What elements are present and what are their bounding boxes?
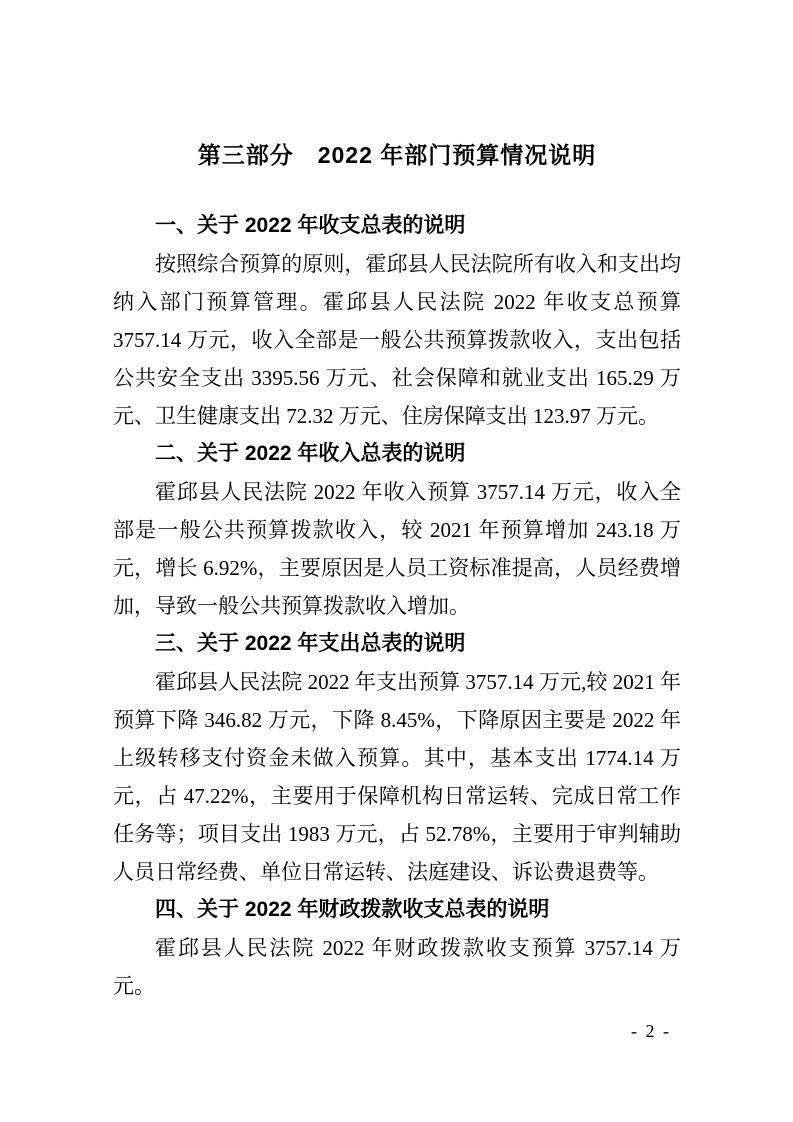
document-content bbox=[113, 136, 681, 1005]
section-expense-summary bbox=[113, 625, 681, 891]
section-income-expense-summary bbox=[113, 207, 681, 435]
section-3-paragraph: 霍邱县人民法院 2022 年支出预算 3757.14 万元,较 2021 年预算下降 346.82 万元，下降 8.45%，下降原因主要是 2022 年上级转移支付资金未做入预算。其中，基本支出 1774.14 万元，占 47.22%，主要用于保障机构日常运转、完成日常工作任务等；项目支出 1983 万元，占 52.78%，主要用于审判辅助人员日常经费、单位日常运转、法庭建设、诉讼费退费等。 bbox=[113, 670, 681, 884]
section-fiscal-appropriation-summary bbox=[113, 891, 681, 1005]
section-1-paragraph: 按照综合预算的原则，霍邱县人民法院所有收入和支出均纳入部门预算管理。霍邱县人民法院 2022 年收支总预算 3757.14 万元，收入全部是一般公共预算拨款收入，支出包括公共安全支出 3395.56 万元、社会保障和就业支出 165.29 万元、卫生健康支出 72.32 万元、住房保障支出 123.97 万元。 bbox=[113, 252, 681, 428]
section-3-heading: 三、关于 2022 年支出总表的说明 bbox=[155, 632, 466, 655]
section-2-heading: 二、关于 2022 年收入总表的说明 bbox=[155, 442, 466, 465]
document-title: 第三部分 2022 年部门预算情况说明 bbox=[197, 142, 597, 168]
section-1-heading: 一、关于 2022 年收支总表的说明 bbox=[155, 214, 466, 237]
section-4-paragraph: 霍邱县人民法院 2022 年财政拨款收支预算 3757.14 万元。 bbox=[113, 936, 681, 998]
section-income-summary bbox=[113, 435, 681, 625]
section-4-heading: 四、关于 2022 年财政拨款收支总表的说明 bbox=[155, 898, 550, 921]
page-number: - 2 - bbox=[631, 1021, 671, 1041]
section-2-paragraph: 霍邱县人民法院 2022 年收入预算 3757.14 万元，收入全部是一般公共预算拨款收入，较 2021 年预算增加 243.18 万元，增长 6.92%，主要原因是人员工资标准提高，人员经费增加，导致一般公共预算拨款收入增加。 bbox=[113, 480, 681, 618]
